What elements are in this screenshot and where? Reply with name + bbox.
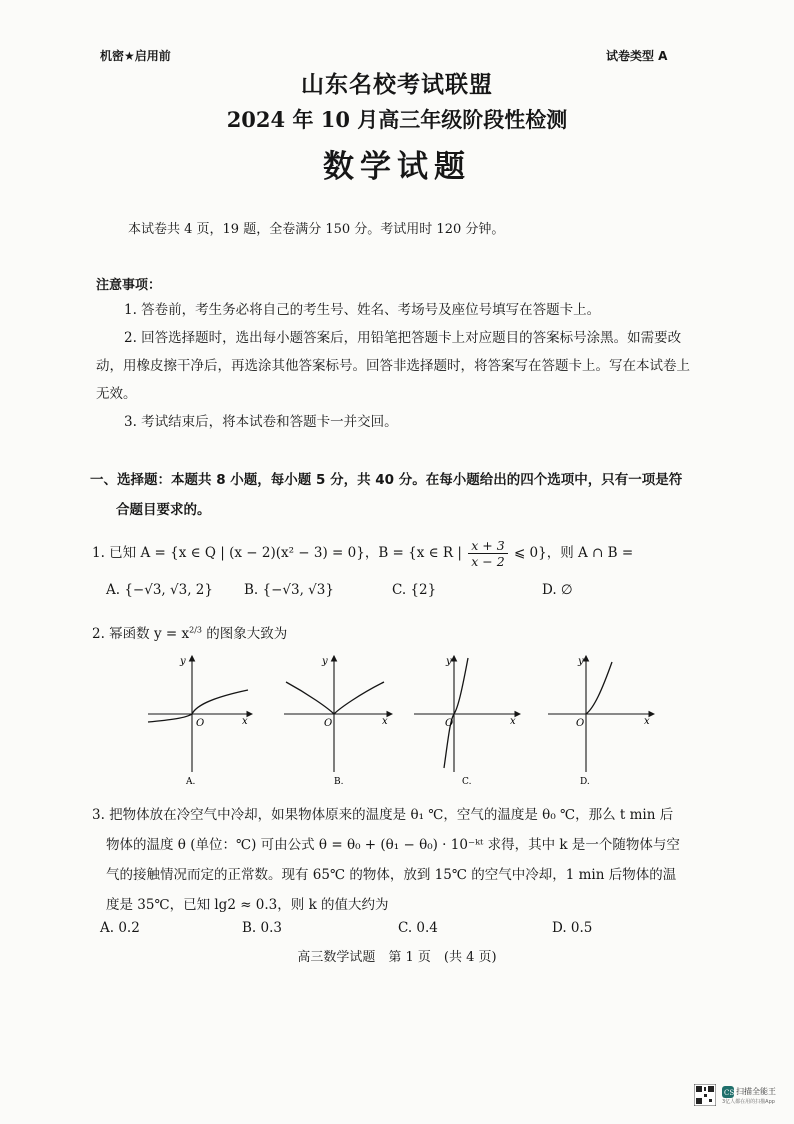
y-label: y <box>322 656 328 667</box>
question-1-stem <box>92 538 633 569</box>
q1-frac-numerator: x + 3 <box>468 538 507 554</box>
exam-title-subject: 数学试题 <box>323 149 471 185</box>
q1-option-b: B. {−√3, √3} <box>244 582 334 598</box>
q3-line-3: 气的接触情况而定的正常数。现有 65℃ 的物体，放到 15℃ 的空气中冷却，1 min 后物体的温 <box>106 867 677 883</box>
graph-label: A. <box>186 777 196 787</box>
scanner-sub: 3亿人都在用的扫描App <box>722 1099 775 1105</box>
scanner-logo-icon <box>722 1086 734 1098</box>
q3-option-d: D. 0.5 <box>552 920 593 936</box>
exam-title-line2: 2024 年 10 月高三年级阶段性检测 <box>226 107 568 132</box>
q1-option-a: A. {−√3, √3, 2} <box>106 582 213 598</box>
q2-graph-b <box>278 650 398 790</box>
graph-label: D. <box>580 777 590 787</box>
q1-stem-part-b: ⩽ 0}，则 A ∩ B = <box>509 545 634 561</box>
graph-label: B. <box>334 777 344 787</box>
q1-stem-part-a: 1. 已知 A = {x ∈ Q | (x − 2)(x² − 3) = 0}，B = {x ∈ R | <box>92 545 467 561</box>
x-label: x <box>644 716 650 727</box>
scanner-name: 扫描全能王 <box>736 1087 776 1096</box>
y-label: y <box>180 656 186 667</box>
q2-stem: 2. 幂函数 y = x <box>92 626 190 642</box>
graph-curve <box>286 682 384 714</box>
scanner-watermark <box>694 1084 784 1106</box>
q3-line-2: 物体的温度 θ (单位：℃) 可由公式 θ = θ₀ + (θ₁ − θ₀) · 10⁻ᵏᵗ 求得，其中 k 是一个随物体与空 <box>106 837 680 853</box>
note-item-3: 3. 考试结束后，将本试卷和答题卡一并交回。 <box>124 414 398 430</box>
q3-line-1: 3. 把物体放在冷空气中冷却，如果物体原来的温度是 θ₁ ℃，空气的温度是 θ₀ ℃，那么 t min 后 <box>92 807 674 823</box>
section-heading-line1: 一、选择题：本题共 8 小题，每小题 5 分，共 40 分。在每小题给出的四个选项中，只有一项是符 <box>90 472 683 488</box>
q1-option-d: D. ∅ <box>542 582 573 598</box>
svg-text:CS: CS <box>724 1089 734 1097</box>
origin-label: O <box>196 718 205 729</box>
q1-option-c: C. {2} <box>392 582 437 598</box>
x-label: x <box>382 716 388 727</box>
page-footer: 高三数学试题 第 1 页 (共 4 页) <box>297 950 497 965</box>
q3-option-b: B. 0.3 <box>242 920 282 936</box>
qr-code-icon <box>694 1084 716 1106</box>
q2-graph-a <box>140 650 260 790</box>
origin-label: O <box>445 718 454 729</box>
confidential-mark: 机密★启用前 <box>100 49 171 63</box>
q2-stem-tail: 的图象大致为 <box>201 626 288 642</box>
x-label: x <box>242 716 248 727</box>
origin-label: O <box>324 718 333 729</box>
section-heading-line2: 合题目要求的。 <box>116 502 211 518</box>
q1-fraction <box>468 538 507 569</box>
graph-curve <box>586 662 612 714</box>
q3-option-a: A. 0.2 <box>100 920 140 936</box>
note-item-1: 1. 答卷前，考生务必将自己的考生号、姓名、考场号及座位号填写在答题卡上。 <box>124 302 601 318</box>
question-2-stem <box>92 622 287 642</box>
question-3-stem <box>92 800 708 920</box>
graph-curve <box>444 658 468 768</box>
paper-type: 试卷类型 A <box>606 49 668 63</box>
origin-label: O <box>576 718 585 729</box>
note-item-2: 2. 回答选择题时，选出每小题答案后，用铅笔把答题卡上对应题目的答案标号涂黑。如需要改动，用橡皮擦干净后，再选涂其他答案标号。回答非选择题时，将答案写在答题卡上。写在本试卷上无效。 <box>96 330 690 402</box>
y-label: y <box>578 656 584 667</box>
q1-frac-denominator: x − 2 <box>471 554 505 569</box>
y-label: y <box>446 656 452 667</box>
intro-text: 本试卷共 4 页，19 题，全卷满分 150 分。考试用时 120 分钟。 <box>128 222 505 237</box>
q2-graph-d <box>544 650 664 790</box>
graph-label: C. <box>462 777 472 787</box>
q2-graph-c <box>410 650 530 790</box>
q2-exponent: 2/3 <box>189 625 202 635</box>
section-heading <box>90 465 702 525</box>
q3-line-4: 度是 35℃，已知 lg2 ≈ 0.3，则 k 的值大约为 <box>106 897 389 913</box>
notes-heading: 注意事项： <box>96 278 162 293</box>
q3-option-c: C. 0.4 <box>398 920 438 936</box>
exam-title-line1: 山东名校考试联盟 <box>301 71 493 98</box>
x-label: x <box>510 716 516 727</box>
